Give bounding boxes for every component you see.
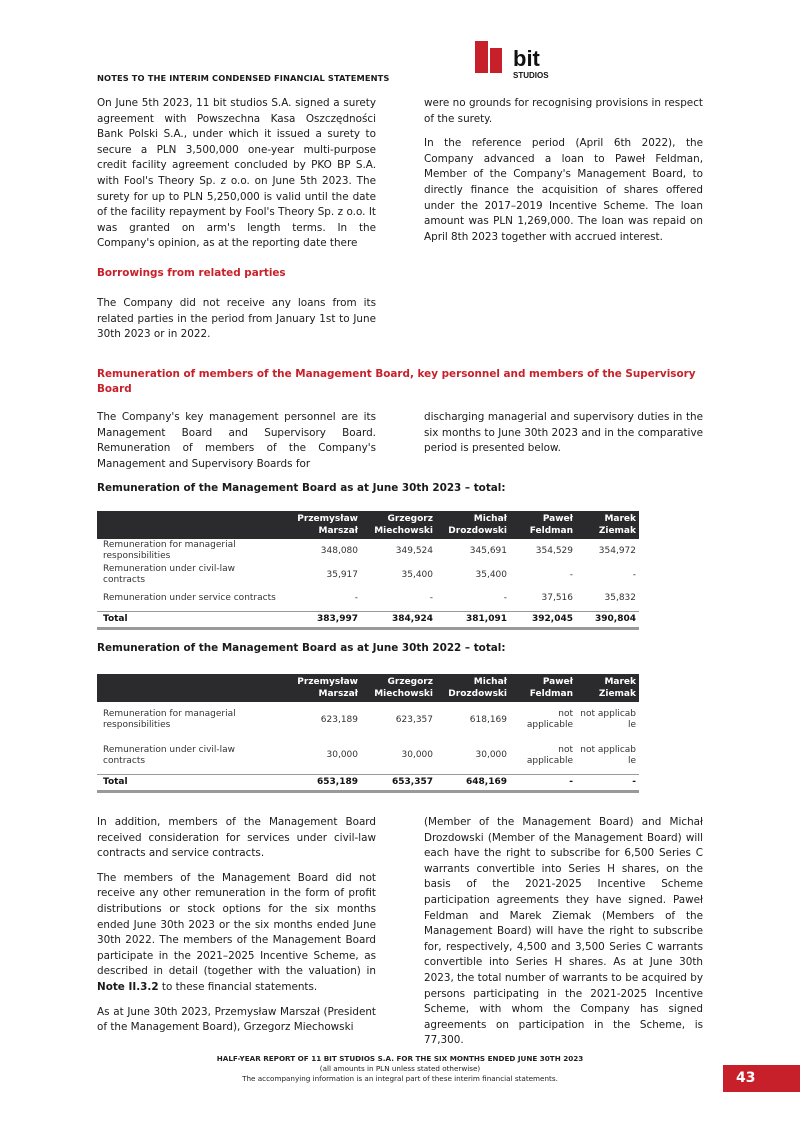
svg-text:STUDIOS: STUDIOS bbox=[513, 71, 549, 80]
remuneration-table-2022 bbox=[97, 674, 639, 793]
table-header-row bbox=[97, 674, 639, 702]
table-cell: 618,169 bbox=[469, 714, 507, 725]
row-label: Total bbox=[97, 774, 281, 791]
column-header: Michał Drozdowski bbox=[436, 511, 510, 539]
table-cell: 30,000 bbox=[326, 750, 358, 761]
surety-paragraph-part1: On June 5th 2023, 11 bit studios S.A. signed a surety agreement with Powszechna Kasa Oszczędności Bank Polski S.A., under which it issued a surety to secure a PLN 3,500,000 one-year multi-purpose credit facility agreement concluded by PKO BP S.A. with Fool's Theory Sp. z o.o. on June 5th 2023. The surety for up to PLN 5,250,000 is valid until the date of the facility repayment by Fool's Theory Sp. z o.o. It was granted on arm's length terms. In the Company's opinion, as at the reporting date there bbox=[97, 97, 376, 250]
column-header: Grzegorz Miechowski bbox=[361, 674, 436, 702]
table-cell: - bbox=[429, 593, 433, 604]
footer-currency-note: (all amounts in PLN unless stated otherwise) bbox=[319, 1063, 481, 1073]
incentive-text-after: to these financial statements. bbox=[158, 980, 318, 993]
column-header: Paweł Feldman bbox=[510, 674, 576, 702]
borrowings-text: The Company did not receive any loans from its related parties in the period from January 1st to June 30th 2023 or in 2022. bbox=[97, 297, 376, 341]
table-cell: 345,691 bbox=[469, 545, 507, 556]
total-row bbox=[97, 774, 639, 791]
table-cell: - bbox=[569, 569, 573, 580]
table-2023-title: Remuneration of the Management Board as at June 30th 2023 – total: bbox=[97, 482, 506, 494]
logo-graphic bbox=[475, 40, 555, 84]
table-header-row bbox=[97, 511, 639, 539]
column-header: Marek Ziemak bbox=[576, 511, 639, 539]
table-cell: - bbox=[503, 593, 507, 604]
svg-text:bit: bit bbox=[513, 46, 540, 71]
table-2022-title: Remuneration of the Management Board as at June 30th 2022 – total: bbox=[97, 642, 506, 654]
row-label: Remuneration for managerial responsibilities bbox=[103, 709, 236, 730]
remuneration-intro-part1: The Company's key management personnel are its Management Board and Supervisory Board. Remuneration of members of the Company's Management and Supervisory Boards for bbox=[97, 411, 376, 470]
page-number: 43 bbox=[723, 1065, 800, 1092]
table-cell: not applicable bbox=[526, 744, 573, 766]
column-header: Paweł Feldman bbox=[510, 511, 576, 539]
table-cell: 35,917 bbox=[326, 569, 358, 580]
table-row bbox=[97, 738, 639, 774]
total-cell: - bbox=[576, 774, 639, 791]
table-cell: not applicab le bbox=[580, 744, 636, 766]
table-row bbox=[97, 539, 639, 563]
table-cell: not applicable bbox=[526, 709, 573, 730]
company-logo bbox=[475, 40, 555, 84]
column-header: Przemysław Marszał bbox=[281, 674, 361, 702]
table-cell: 354,529 bbox=[535, 545, 573, 556]
table-cell: 349,524 bbox=[395, 545, 433, 556]
row-label: Remuneration under civil-law contracts bbox=[103, 564, 236, 585]
surety-paragraph-part2: were no grounds for recognising provisions in respect of the surety. bbox=[424, 97, 703, 125]
table-cell: 35,400 bbox=[401, 569, 433, 580]
table-cell: 37,516 bbox=[541, 593, 573, 604]
row-label: Total bbox=[97, 611, 281, 628]
footer-disclaimer: The accompanying information is an integral part of these interim financial statements. bbox=[242, 1073, 558, 1083]
table-cell: - bbox=[354, 593, 358, 604]
total-cell: 653,357 bbox=[361, 774, 436, 791]
table-cell: not applicab le bbox=[580, 709, 636, 730]
table-row bbox=[97, 563, 639, 587]
total-cell: 392,045 bbox=[510, 611, 576, 628]
total-cell: 383,997 bbox=[281, 611, 361, 628]
page-footer bbox=[200, 1054, 600, 1083]
incentive-text-before: The members of the Management Board did not receive any other remuneration in the form of profit distributions or stock options for the six months ended June 30th 2023 or the six months ended June 30th 2022. The members of the Management Board participate in the 2021–2025 Incentive Scheme, as described in detail (together with the valuation) in bbox=[97, 871, 376, 978]
total-cell: 653,189 bbox=[281, 774, 361, 791]
remuneration-intro-part2: discharging managerial and supervisory duties in the six months to June 30th 2023 and in the comparative period is presented below. bbox=[424, 411, 703, 455]
table-cell: 623,189 bbox=[320, 714, 358, 725]
table-cell: 35,400 bbox=[475, 569, 507, 580]
table-cell: - bbox=[632, 569, 636, 580]
remuneration-table-2023 bbox=[97, 511, 639, 630]
civil-law-paragraph: In addition, members of the Management Board received consideration for services under civil-law contracts and service contracts. bbox=[97, 816, 376, 860]
table-cell: 354,972 bbox=[598, 545, 636, 556]
total-cell: 384,924 bbox=[361, 611, 436, 628]
row-label: Remuneration for managerial responsibilities bbox=[103, 540, 236, 561]
table-header-blank bbox=[97, 511, 281, 539]
table-cell: 35,832 bbox=[604, 593, 636, 604]
row-label: Remuneration under service contracts bbox=[103, 593, 276, 604]
table-cell: 348,080 bbox=[320, 545, 358, 556]
total-cell: - bbox=[510, 774, 576, 791]
table-row bbox=[97, 587, 639, 611]
column-header: Marek Ziemak bbox=[576, 674, 639, 702]
table-row bbox=[97, 702, 639, 738]
incentive-paragraph bbox=[97, 871, 376, 996]
loan-paragraph: In the reference period (April 6th 2022), the Company advanced a loan to Paweł Feldman, Member of the Company's Management Board, to directly finance the acquisition of shares offered under the 2017–2019 Incentive Scheme. The loan amount was PLN 1,269,000. The loan was repaid on April 8th 2023 together with accrued interest. bbox=[424, 137, 703, 243]
remuneration-heading: Remuneration of members of the Management Board, key personnel and members of the Supervisory Board bbox=[97, 368, 696, 395]
footer-report-title: HALF-YEAR REPORT OF 11 BIT STUDIOS S.A. FOR THE SIX MONTHS ENDED JUNE 30TH 2023 bbox=[216, 1054, 584, 1063]
table-cell: 30,000 bbox=[475, 750, 507, 761]
warrants-paragraph-part2: (Member of the Management Board) and Michał Drozdowski (Member of the Management Board) will each have the right to subscribe for 6,500 Series C warrants convertible into Series H shares, on the basis of the 2021-2025 Incentive Scheme participation agreements they have signed. Paweł Feldman and Marek Ziemak (Members of the Management Board) will have the right to subscribe for, respectively, 4,500 and 3,500 Series C warrants convertible into Series H shares. As at June 30th 2023, the total number of warrants to be acquired by persons participating in the 2021-2025 Incentive Scheme, with whom the Company has signed agreements on participation in the Scheme, is 77,300. bbox=[424, 816, 703, 1047]
column-header: Michał Drozdowski bbox=[436, 674, 510, 702]
total-cell: 390,804 bbox=[576, 611, 639, 628]
total-row bbox=[97, 611, 639, 628]
column-header: Przemysław Marszał bbox=[281, 511, 361, 539]
table-cell: 30,000 bbox=[401, 750, 433, 761]
note-reference: Note II.3.2 bbox=[97, 980, 159, 993]
total-cell: 381,091 bbox=[436, 611, 510, 628]
table-cell: 623,357 bbox=[395, 714, 433, 725]
borrowings-heading: Borrowings from related parties bbox=[97, 267, 286, 279]
row-label: Remuneration under civil-law contracts bbox=[103, 744, 236, 766]
table-header-blank bbox=[97, 674, 281, 702]
section-header-title: NOTES TO THE INTERIM CONDENSED FINANCIAL STATEMENTS bbox=[97, 73, 390, 83]
column-header: Grzegorz Miechowski bbox=[361, 511, 436, 539]
total-cell: 648,169 bbox=[436, 774, 510, 791]
warrants-paragraph-part1: As at June 30th 2023, Przemysław Marszał (President of the Management Board), Grzegorz Miechowski bbox=[97, 1005, 376, 1034]
